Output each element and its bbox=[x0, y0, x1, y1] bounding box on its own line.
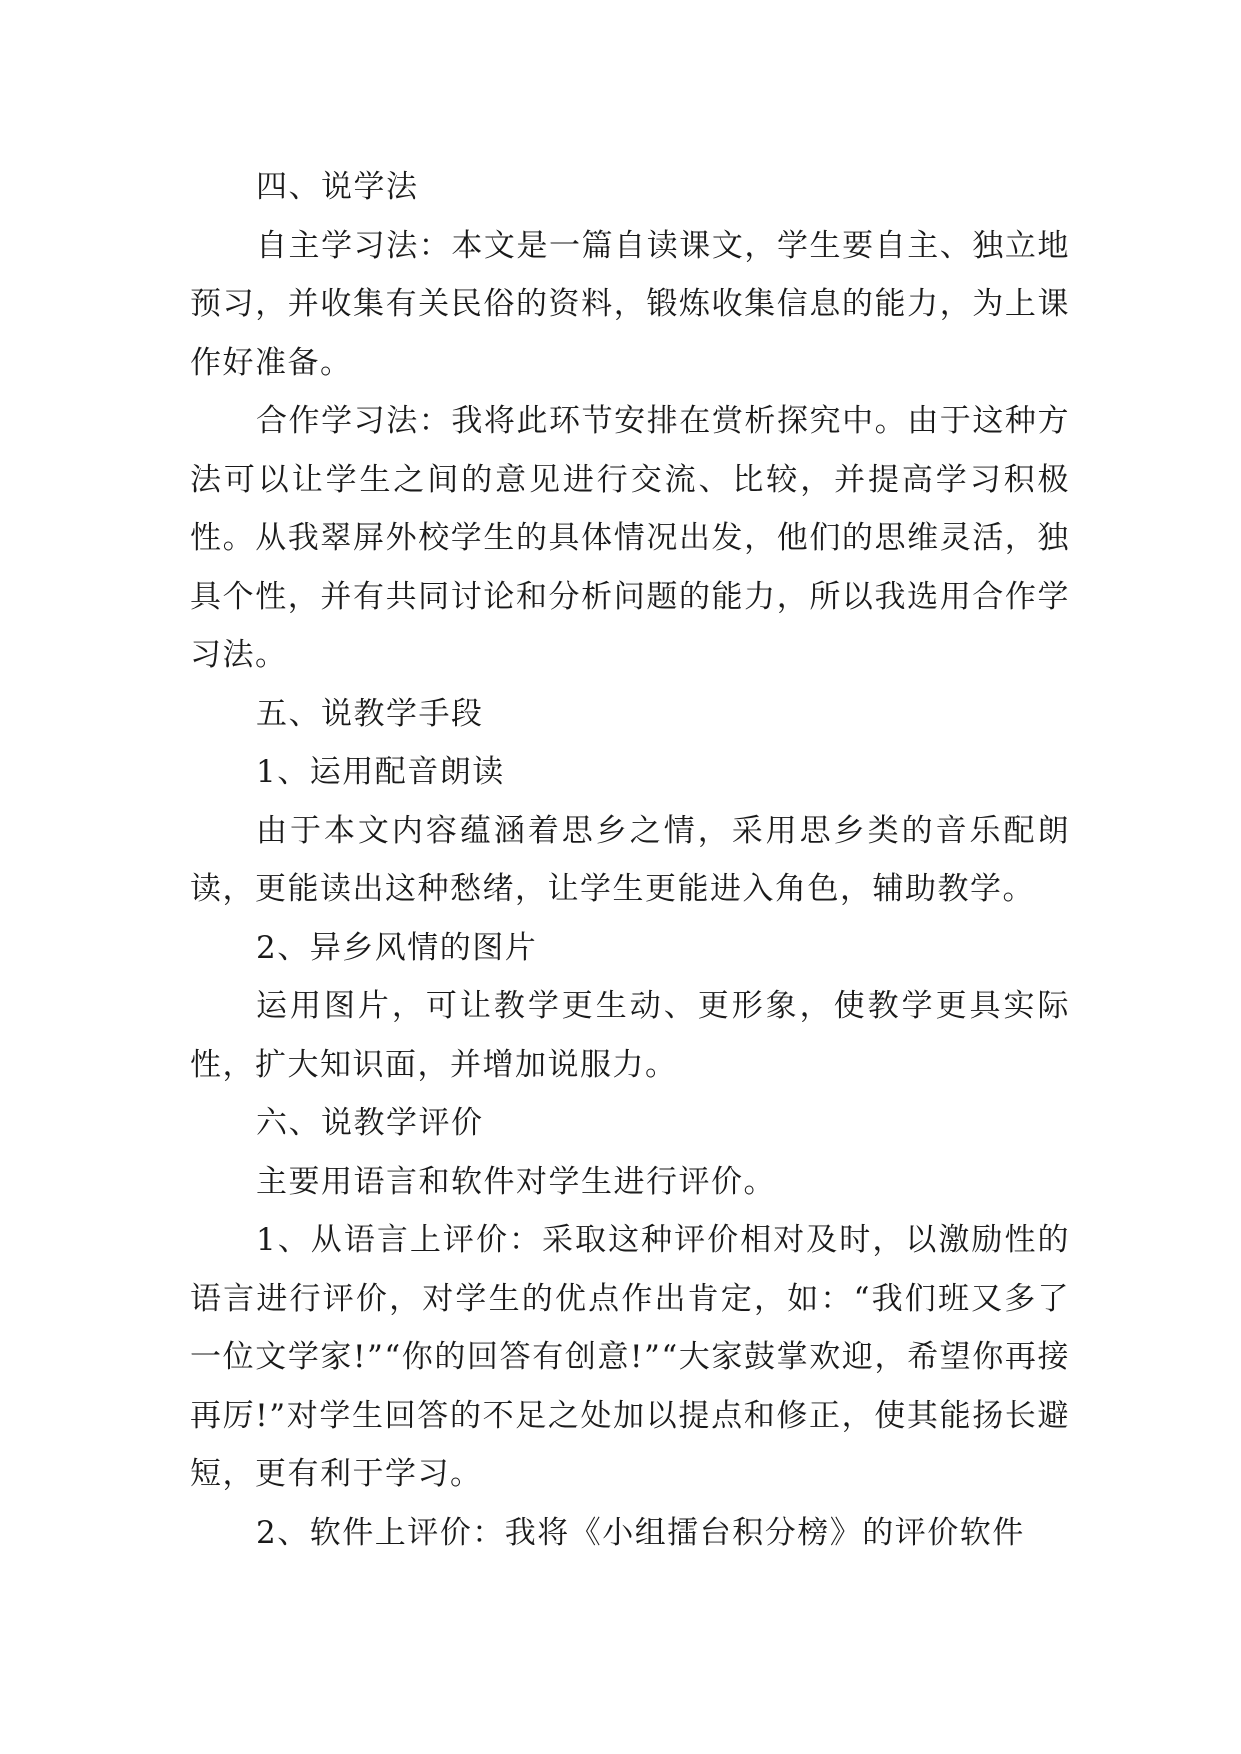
paragraph-language-evaluation: 1、从语言上评价：采取这种评价相对及时，以激励性的语言进行评价，对学生的优点作出肯定，如：“我们班又多了一位文学家!”“你的回答有创意!”“大家鼓掌欢迎，希望你再接再厉!”对学生回答的不足之处加以提点和修正，使其能扬长避短，更有利于学习。 bbox=[190, 1222, 1070, 1492]
subheading-dubbed-reading: 1、运用配音朗读 bbox=[256, 754, 505, 790]
paragraph-pictures: 运用图片，可让教学更生动、更形象，使教学更具实际性，扩大知识面，并增加说服力。 bbox=[190, 988, 1070, 1083]
paragraph-software-evaluation: 2、软件上评价：我将《小组擂台积分榜》的评价软件 bbox=[256, 1514, 1025, 1551]
paragraph-self-study: 自主学习法：本文是一篇自读课文，学生要自主、独立地预习，并收集有关民俗的资料，锻炼收集信息的能力，为上课作好准备。 bbox=[190, 227, 1070, 381]
section-heading-study-methods: 四、说学法 bbox=[256, 169, 419, 205]
paragraph-evaluation-intro: 主要用语言和软件对学生进行评价。 bbox=[256, 1163, 776, 1200]
section-heading-evaluation: 六、说教学评价 bbox=[256, 1105, 484, 1141]
subheading-pictures: 2、异乡风情的图片 bbox=[256, 929, 538, 966]
paragraph-dubbed-reading: 由于本文内容蕴涵着思乡之情，采用思乡类的音乐配朗读，更能读出这种愁绪，让学生更能进入角色，辅助教学。 bbox=[190, 812, 1070, 907]
paragraph-cooperative-study: 合作学习法：我将此环节安排在赏析探究中。由于这种方法可以让学生之间的意见进行交流、比较，并提高学习积极性。从我翠屏外校学生的具体情况出发，他们的思维灵活，独具个性，并有共同讨论和分析问题的能力，所以我选用合作学习法。 bbox=[190, 403, 1070, 673]
document-body bbox=[190, 158, 1070, 1562]
section-heading-teaching-means: 五、说教学手段 bbox=[256, 695, 484, 732]
